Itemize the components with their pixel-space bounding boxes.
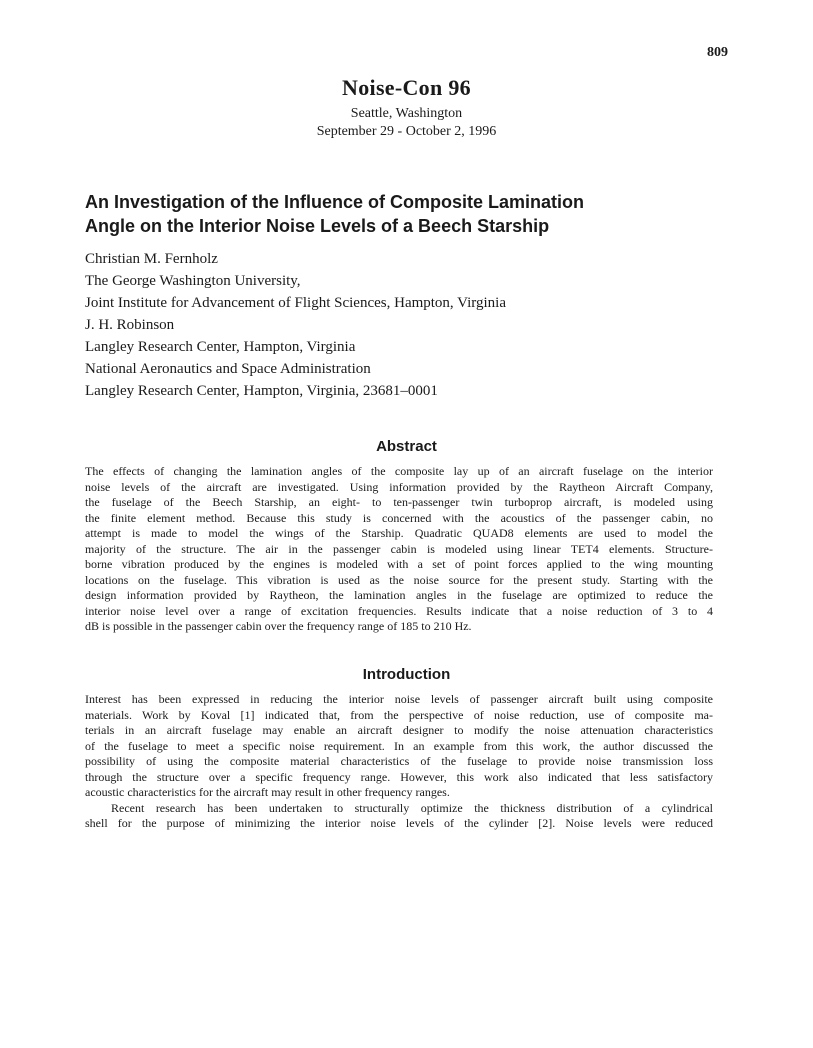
paper-title-line: Angle on the Interior Noise Levels of a Beech Starship bbox=[85, 216, 550, 236]
author-affiliation: Joint Institute for Advancement of Flight Sciences, Hampton, Virginia bbox=[85, 295, 506, 311]
abstract-line: interior noise level over a range of excitation frequencies. Results indicate that a noise reduction of 3 to 4 bbox=[85, 603, 713, 618]
introduction-line: acoustic characteristics for the aircraft may result in other frequency ranges. bbox=[85, 785, 450, 799]
introduction-line: of the fuselage to meet a specific noise requirement. In an example from this work, the author discussed the bbox=[85, 738, 713, 753]
abstract-line: locations on the fuselage. This vibration is used as the noise source for the present study. Starting with the bbox=[85, 572, 713, 587]
author-affiliation: Langley Research Center, Hampton, Virginia, 23681–0001 bbox=[85, 383, 438, 399]
author-name: Christian M. Fernholz bbox=[85, 251, 218, 267]
abstract-body bbox=[85, 464, 713, 635]
abstract-heading: Abstract bbox=[376, 438, 437, 455]
introduction-body bbox=[85, 692, 713, 832]
abstract-line: the fuselage of the Beech Starship, an eight- to ten-passenger twin turboprop aircraft, is modeled using bbox=[85, 495, 713, 509]
author-block-robinson bbox=[85, 314, 355, 358]
page-number: 809 bbox=[707, 45, 728, 60]
author-block-nasa bbox=[85, 358, 438, 402]
introduction-line: terials in an aircraft fuselage may enable an aircraft designer to modify the noise attenuation characteristics bbox=[85, 723, 713, 737]
author-block-fernholz bbox=[85, 248, 506, 314]
abstract-line: The effects of changing the lamination angles of the composite lay up of an aircraft fuselage on the interior bbox=[85, 464, 713, 478]
introduction-line: Interest has been expressed in reducing the interior noise levels of passenger aircraft built using composite bbox=[85, 692, 713, 706]
author-affiliation: The George Washington University, bbox=[85, 273, 301, 289]
author-name: J. H. Robinson bbox=[85, 317, 175, 333]
introduction-heading: Introduction bbox=[362, 666, 451, 683]
introduction-paragraph bbox=[85, 692, 713, 801]
paper-title-line: An Investigation of the Influence of Composite Lamination bbox=[85, 192, 585, 212]
abstract-line: the finite element method. Because this study is concerned with the acoustics of the passenger cabin, no bbox=[85, 510, 713, 525]
abstract-line: dB is possible in the passenger cabin over the frequency range of 185 to 210 Hz. bbox=[85, 619, 472, 633]
abstract-line: majority of the structure. The air in the passenger cabin is modeled using linear TET4 elements. Structure- bbox=[85, 541, 713, 556]
abstract-line: noise levels of the aircraft are investigated. Using information provided by the Raytheon Aircraft Company, bbox=[85, 479, 713, 494]
paper-title bbox=[85, 190, 725, 238]
introduction-line: shell for the purpose of minimizing the interior noise levels of the cylinder [2]. Noise levels were reduced bbox=[85, 816, 713, 830]
conference-city: Seattle, Washington bbox=[350, 106, 463, 121]
conference-header bbox=[0, 75, 813, 141]
introduction-line: possibility of using the composite material characteristics of the fuselage to provide noise transmission loss bbox=[85, 754, 713, 768]
author-affiliation: National Aeronautics and Space Administration bbox=[85, 361, 371, 377]
conference-title: Noise-Con 96 bbox=[342, 75, 471, 100]
introduction-paragraph bbox=[85, 801, 713, 832]
author-affiliation: Langley Research Center, Hampton, Virginia bbox=[85, 339, 356, 355]
introduction-line: materials. Work by Koval [1] indicated that, from the perspective of noise reduction, use of composite ma- bbox=[85, 707, 713, 722]
abstract-line: borne vibration produced by the engines is modeled with a set of point forces applied to the wing mounting bbox=[85, 557, 713, 571]
introduction-line: through the structure over a specific frequency range. However, this work also indicated that less satisfactory bbox=[85, 769, 713, 784]
abstract-line: design information provided by Raytheon, the lamination angles in the fuselage are optimized to reduce the bbox=[85, 588, 713, 602]
abstract-line: attempt is made to model the wings of the Starship. Quadratic QUAD8 elements are used to model the bbox=[85, 526, 713, 540]
introduction-line: Recent research has been undertaken to structurally optimize the thickness distribution of a cylindrical bbox=[111, 800, 713, 815]
conference-dates: September 29 - October 2, 1996 bbox=[316, 124, 497, 139]
